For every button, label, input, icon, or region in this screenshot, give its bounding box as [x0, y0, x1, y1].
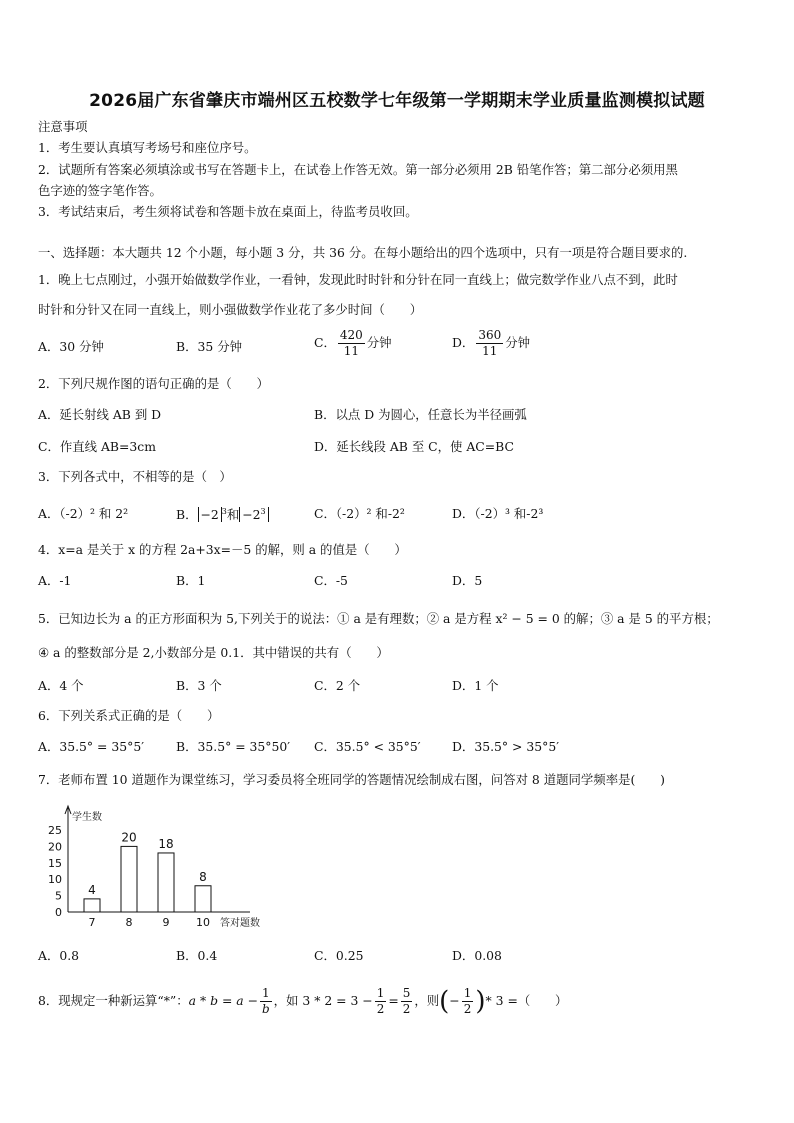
q3-stem: 3．下列各式中，不相等的是（ ）: [38, 469, 232, 484]
q1-option-a: A．30 分钟: [38, 339, 104, 354]
q5-line1: 5．已知边长为 a 的正方形面积为 5,下列关于的说法：① a 是有理数；② a 是方程 x² − 5 = 0 的解；③ a 是 5 的平方根；: [38, 611, 719, 626]
notes-heading: 注意事项: [38, 119, 88, 134]
q2-option-c: C．作直线 AB=3cm: [38, 439, 156, 454]
q2-option-a: A．延长射线 AB 到 D: [38, 407, 162, 422]
q1-line2: 时针和分针又在同一直线上，则小强做数学作业花了多少时间（ ）: [38, 302, 423, 317]
bar-value-label: 18: [158, 836, 174, 851]
q3-option-c: C．（-2）² 和-2²: [314, 506, 405, 521]
q8-frac-1-over-2: $\frac{1}{2}$: [376, 986, 385, 1016]
q7-option-d: D．0.08: [452, 948, 502, 963]
section-heading: 一、选择题：本大题共 12 个小题，每小题 3 分，共 36 分。在每小题给出的四个选项中，只有一项是符合题目要求的.: [38, 245, 688, 260]
q8-left-paren: (: [439, 986, 450, 1017]
y-tick-label: 15: [48, 856, 62, 870]
q5-option-a: A．4 个: [38, 678, 84, 693]
x-tick-label: 10: [196, 916, 210, 929]
q6-option-c: C．35.5° < 35°5′: [314, 739, 421, 754]
q1-option-c: C． $\frac{420}{11}$ 分钟: [314, 328, 392, 358]
y-tick-label: 0: [55, 906, 62, 919]
q7-option-c: C．0.25: [314, 948, 364, 963]
x-axis-label: 答对题数: [220, 918, 260, 929]
q7-bar-chart: [38, 800, 298, 940]
q6-stem: 6．下列关系式正确的是（ ）: [38, 708, 220, 723]
q3-option-a: A．（-2）² 和 2²: [38, 506, 129, 521]
q2-option-b: B．以点 D 为圆心，任意长为半径画弧: [314, 407, 527, 422]
q6-option-d: D．35.5° > 35°5′: [452, 739, 560, 754]
q2-stem: 2．下列尺规作图的语句正确的是（ ）: [38, 376, 269, 391]
q2-option-d: D．延长线段 AB 至 C，使 AC=BC: [314, 439, 514, 454]
note-2-cont: 色字迹的签字笔作答。: [38, 183, 162, 198]
note-3: 3．考试结束后，考生须将试卷和答题卡放在桌面上，待监考员收回。: [38, 204, 418, 219]
note-1: 1．考生要认真填写考场号和座位序号。: [38, 140, 257, 155]
bar-value-label: 4: [88, 882, 96, 897]
bar: [84, 899, 100, 912]
q1-option-d: D． $\frac{360}{11}$ 分钟: [452, 328, 531, 358]
x-tick-label: 8: [125, 916, 133, 929]
bar: [158, 853, 174, 912]
bar-value-label: 8: [199, 869, 207, 884]
q3-option-d: D．（-2）³ 和-2³: [452, 506, 544, 521]
q1-c-fraction: $\frac{420}{11}$: [339, 328, 363, 358]
q5-option-d: D．1 个: [452, 678, 499, 693]
q4-stem: 4．x=a 是关于 x 的方程 2a+3x=－5 的解，则 a 的值是（ ）: [38, 542, 407, 557]
q7-option-b: B．0.4: [176, 948, 218, 963]
q4-option-b: B．1: [176, 573, 206, 588]
q8-frac-1-over-b: $\frac{1}{b}$: [261, 986, 270, 1016]
q8-stem: 8．现规定一种新运算“*”：a * b = a − $\frac{1}{b}$ ，如 3 * 2 = 3 − $\frac{1}{2}$ = $\frac{5}{2}$ ，则(− $\frac{1}{2}$ )* 3 =（ ）: [38, 986, 568, 1017]
q7-option-a: A．0.8: [38, 948, 80, 963]
x-tick-label: 9: [162, 916, 170, 929]
q4-option-d: D．5: [452, 573, 483, 588]
y-tick-label: 25: [48, 824, 62, 837]
q5-line2: ④ a 的整数部分是 2,小数部分是 0.1．其中错误的共有（ ）: [38, 645, 389, 660]
q5-option-c: C．2 个: [314, 678, 361, 693]
q1-line1: 1．晚上七点刚过，小强开始做数学作业，一看钟，发现此时时针和分针在同一直线上；做完数学作业八点不到，此时: [38, 272, 678, 287]
q1-option-b: B．35 分钟: [176, 339, 242, 354]
q6-option-b: B．35.5° = 35°50′: [176, 739, 291, 754]
q5-option-b: B．3 个: [176, 678, 222, 693]
page-title: 2026届广东省肇庆市端州区五校数学七年级第一学期期末学业质量监测模拟试题: [89, 91, 705, 111]
q1-d-fraction: $\frac{360}{11}$: [478, 328, 502, 358]
q4-option-a: A．-1: [38, 573, 72, 588]
q8-right-paren: ): [475, 986, 486, 1017]
q6-option-a: A．35.5° = 35°5′: [38, 739, 145, 754]
y-tick-label: 5: [55, 889, 62, 903]
bar: [121, 846, 137, 912]
x-tick-label: 7: [88, 916, 96, 929]
bar: [195, 886, 211, 912]
q8-frac-neg-half: $\frac{1}{2}$: [463, 986, 472, 1016]
bar-value-label: 20: [121, 830, 137, 845]
q7-stem: 7．老师布置 10 道题作为课堂练习，学习委员将全班同学的答题情况绘制成右图，问答对 8 道题同学频率是( ): [38, 772, 665, 787]
y-axis-label: 学生数: [72, 812, 102, 823]
q3-b-abs-right: $-2^3$: [239, 507, 268, 522]
note-2: 2．试题所有答案必须填涂或书写在答题卡上，在试卷上作答无效。第一部分必须用 2B 铅笔作答；第二部分必须用黑: [38, 162, 678, 177]
q3-option-b: B． −2 $^3$和 $-2^3$: [176, 503, 269, 524]
y-tick-label: 20: [48, 840, 62, 854]
q4-option-c: C．-5: [314, 573, 348, 588]
q8-frac-5-over-2: $\frac{5}{2}$: [402, 986, 411, 1016]
y-tick-label: 10: [48, 873, 62, 887]
